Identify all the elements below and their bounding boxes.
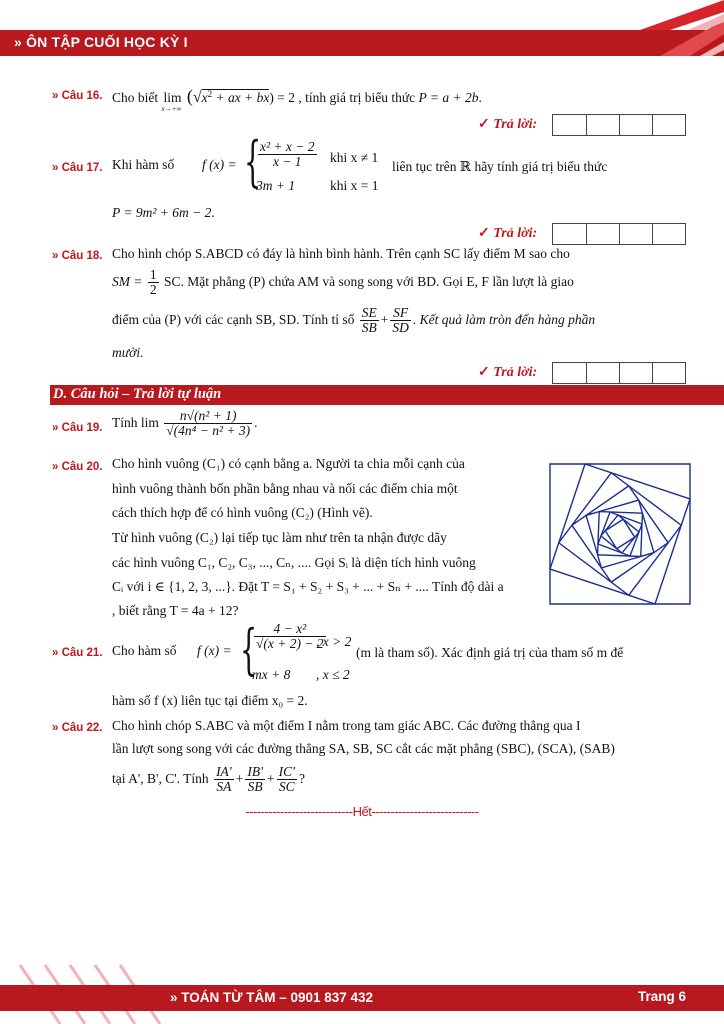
q17-text: liên tục trên ℝ hãy tính giá trị biểu thức xyxy=(392,159,608,174)
q16-intro: Cho biết xyxy=(112,90,159,105)
q16-eq: ) = 2 xyxy=(269,90,295,105)
q17-intro xyxy=(112,157,174,173)
q22-line-2: lần lượt song song với các đường thẳng SA, SB, SC cắt các mặt phẳng (SBC), (SCA), (SAB) xyxy=(112,741,615,756)
q17-case2: 3m + 1 xyxy=(256,178,296,193)
q22-f2d: SB xyxy=(247,779,263,795)
answer-box[interactable] xyxy=(586,363,619,383)
answer-label-16 xyxy=(478,116,537,133)
answer-box[interactable] xyxy=(586,115,619,135)
q18-f2n: SF xyxy=(390,306,411,321)
answer-box[interactable] xyxy=(652,224,685,244)
nested-square xyxy=(598,512,643,557)
header-decoration xyxy=(600,0,724,60)
q18-half-num: 1 xyxy=(149,267,157,282)
q20-line-5: các hình vuông C₁, C₂, C₃, ..., Cₙ, .... Gọi Sᵢ là diện tích hình vuông xyxy=(112,555,476,570)
answer-box[interactable] xyxy=(553,115,586,135)
q19-fraction xyxy=(164,409,252,438)
q17-cond1: khi x ≠ 1 xyxy=(330,150,379,165)
q18-half xyxy=(148,268,159,297)
header-title: » ÔN TẬP CUỐI HỌC KỲ I xyxy=(14,34,188,50)
q22-plus-2: + xyxy=(266,770,275,786)
q17-expression xyxy=(112,205,215,221)
q21-cond1: , x > 2 xyxy=(316,634,352,649)
q18-sm: SM = xyxy=(112,273,143,289)
q21-den: √(x + 2) − 2 xyxy=(256,636,324,652)
end-text: ----------------------------Hết---------------------------- xyxy=(245,804,479,819)
answer-boxes-17[interactable] xyxy=(552,223,686,245)
q16-text: , tính giá trị biểu thức xyxy=(298,90,416,105)
check-icon: ✓ xyxy=(478,226,490,241)
q16-expr-b: + ax + bx xyxy=(212,90,270,105)
nested-square xyxy=(586,500,654,568)
section-d-title: D. Câu hỏi – Trả lời tự luận xyxy=(53,386,222,402)
q21-fraction xyxy=(254,622,326,651)
q18-f1d: SB xyxy=(361,320,377,336)
end-marker xyxy=(0,804,724,819)
q17-num: x² + x − 2 xyxy=(260,139,315,154)
q18-half-den: 2 xyxy=(149,282,157,298)
q19-den: √(4n⁴ − n² + 3) xyxy=(166,423,251,439)
q16-expr-a: x xyxy=(201,90,208,105)
q21-fx: f (x) = xyxy=(197,643,232,658)
answer-label-17 xyxy=(478,225,537,242)
q22-question-mark: ? xyxy=(298,770,305,786)
answer-label-18 xyxy=(478,364,537,381)
answer-box[interactable] xyxy=(619,224,652,244)
q17-expr: P = 9m² + 6m − 2 xyxy=(112,205,212,220)
nested-square xyxy=(550,464,690,604)
q18-ratio-2 xyxy=(390,306,411,335)
q18-line-4: mười. xyxy=(112,345,144,360)
q20-line-6: Cᵢ với i ∈ {1, 2, 3, ...}. Đặt T = S₁ + S₂ + S₃ + ... + Sₙ + .... Tính độ dài a xyxy=(112,579,504,594)
answer-label: Trả lời: xyxy=(493,226,538,241)
q20-line-3: cách thích hợp để có hình vuông (C₂) (Hình vẽ). xyxy=(112,505,373,520)
q22-f1d: SA xyxy=(216,779,232,795)
q21-line-2: hàm số f (x) liên tục tại điểm x₀ = 2. xyxy=(112,693,308,708)
q21-intro: Cho hàm số xyxy=(112,643,177,658)
q16-target: P = a + 2b xyxy=(418,90,479,105)
answer-boxes-16[interactable] xyxy=(552,114,686,136)
q18-line-3-text: điểm của (P) với các cạnh SB, SD. Tính tỉ số xyxy=(112,311,355,327)
answer-box[interactable] xyxy=(553,363,586,383)
section-d-bar xyxy=(50,385,724,405)
q21-case2: mx + 8 xyxy=(252,667,291,682)
q17-den: x − 1 xyxy=(272,154,302,170)
q20-line-4: Từ hình vuông (C₂) lại tiếp tục làm như trên ta nhận được dãy xyxy=(112,530,447,545)
answer-label: Trả lời: xyxy=(493,365,538,380)
q16-dot: . xyxy=(478,90,482,105)
question-label-17: » Câu 17. xyxy=(52,162,103,174)
answer-box[interactable] xyxy=(619,115,652,135)
q18-f1n: SE xyxy=(361,305,377,320)
nested-square xyxy=(598,512,642,556)
q21-num: 4 − x² xyxy=(254,622,326,637)
q18-line-2-text: SC. Mặt phẳng (P) chứa AM và song song với BD. Gọi E, F lần lượt là giao xyxy=(163,273,574,289)
q19-dot: . xyxy=(254,414,258,430)
q22-f2n: IB' xyxy=(247,764,263,779)
q17-fraction xyxy=(258,140,317,169)
nested-squares-figure xyxy=(548,462,692,606)
question-label-16: » Câu 16. xyxy=(52,90,103,102)
q17-intro-text: Khi hàm số xyxy=(112,157,175,172)
q21-cond2: , x ≤ 2 xyxy=(316,667,350,682)
q17-cond2: khi x = 1 xyxy=(330,178,379,193)
q22-f3d: SC xyxy=(278,779,295,795)
q20-line-2: hình vuông thành bốn phần bằng nhau và nối các điểm chia một xyxy=(112,481,458,496)
question-label-21: » Câu 21. xyxy=(52,647,103,659)
answer-box[interactable] xyxy=(652,115,685,135)
q21-text: (m là tham số). Xác định giá trị của tham số m để xyxy=(356,645,624,660)
q20-line-1: Cho hình vuông (C₁) có cạnh bằng a. Người ta chia mỗi cạnh của xyxy=(112,456,465,471)
question-16-text: Cho biết lim x→+∞ ($√x^2$ + ax + bx) = 2 , tính giá trị biểu thức P = a + 2b. xyxy=(112,86,482,113)
q19-num: n√(n² + 1) xyxy=(164,409,252,424)
q16-limsub: x→+∞ xyxy=(161,105,182,113)
q17-case1 xyxy=(256,140,319,169)
q22-ratio-1 xyxy=(214,765,234,794)
q20-line-7: , biết rằng T = 4a + 12? xyxy=(112,603,239,618)
check-icon: ✓ xyxy=(478,117,490,132)
nested-square xyxy=(605,519,634,548)
q22-line-3 xyxy=(112,765,305,794)
q18-line-3 xyxy=(112,306,595,335)
q22-line-3-text: tại A', B', C'. Tính xyxy=(112,770,209,786)
nested-square xyxy=(550,464,690,604)
answer-box[interactable] xyxy=(586,224,619,244)
q17-expr-dot: . xyxy=(211,205,215,220)
answer-boxes-18[interactable] xyxy=(552,362,686,384)
q17-fx: f (x) = xyxy=(202,157,237,172)
question-label-18: » Câu 18. xyxy=(52,250,103,262)
q19-text xyxy=(112,409,258,438)
q19-intro: Tính lim xyxy=(112,414,159,430)
answer-box[interactable] xyxy=(652,363,685,383)
q22-f3n: IC' xyxy=(278,764,295,779)
answer-box[interactable] xyxy=(553,224,586,244)
q21-brace: { xyxy=(240,618,258,681)
q22-ratio-3 xyxy=(277,765,297,794)
q18-rounding: . Kết quả làm tròn đến hàng phần xyxy=(412,311,596,327)
question-label-22: » Câu 22. xyxy=(52,722,103,734)
q18-line-1: Cho hình chóp S.ABCD có đáy là hình bình hành. Trên cạnh SC lấy điểm M sao cho xyxy=(112,246,570,261)
q18-f2d: SD xyxy=(392,320,409,336)
q22-plus-1: + xyxy=(235,770,244,786)
q18-ratio-1 xyxy=(360,306,379,335)
q22-ratio-2 xyxy=(245,765,265,794)
question-label-20: » Câu 20. xyxy=(52,461,103,473)
q16-lim: lim xyxy=(163,90,182,105)
q22-f1n: IA' xyxy=(216,764,232,779)
q18-line-2 xyxy=(112,268,574,297)
q18-plus: + xyxy=(380,311,389,327)
answer-box[interactable] xyxy=(619,363,652,383)
check-icon: ✓ xyxy=(478,365,490,380)
nested-square xyxy=(572,486,668,582)
q22-line-1: Cho hình chóp S.ABC và một điểm I nằm trong tam giác ABC. Các đường thẳng qua I xyxy=(112,718,581,733)
answer-label: Trả lời: xyxy=(493,117,538,132)
question-label-19: » Câu 19. xyxy=(52,422,103,434)
footer-bar xyxy=(0,985,724,1011)
q17-brace: { xyxy=(244,130,262,193)
footer-contact: » TOÁN TỪ TÂM – 0901 837 432 xyxy=(170,990,374,1005)
page-number: Trang 6 xyxy=(637,989,686,1004)
